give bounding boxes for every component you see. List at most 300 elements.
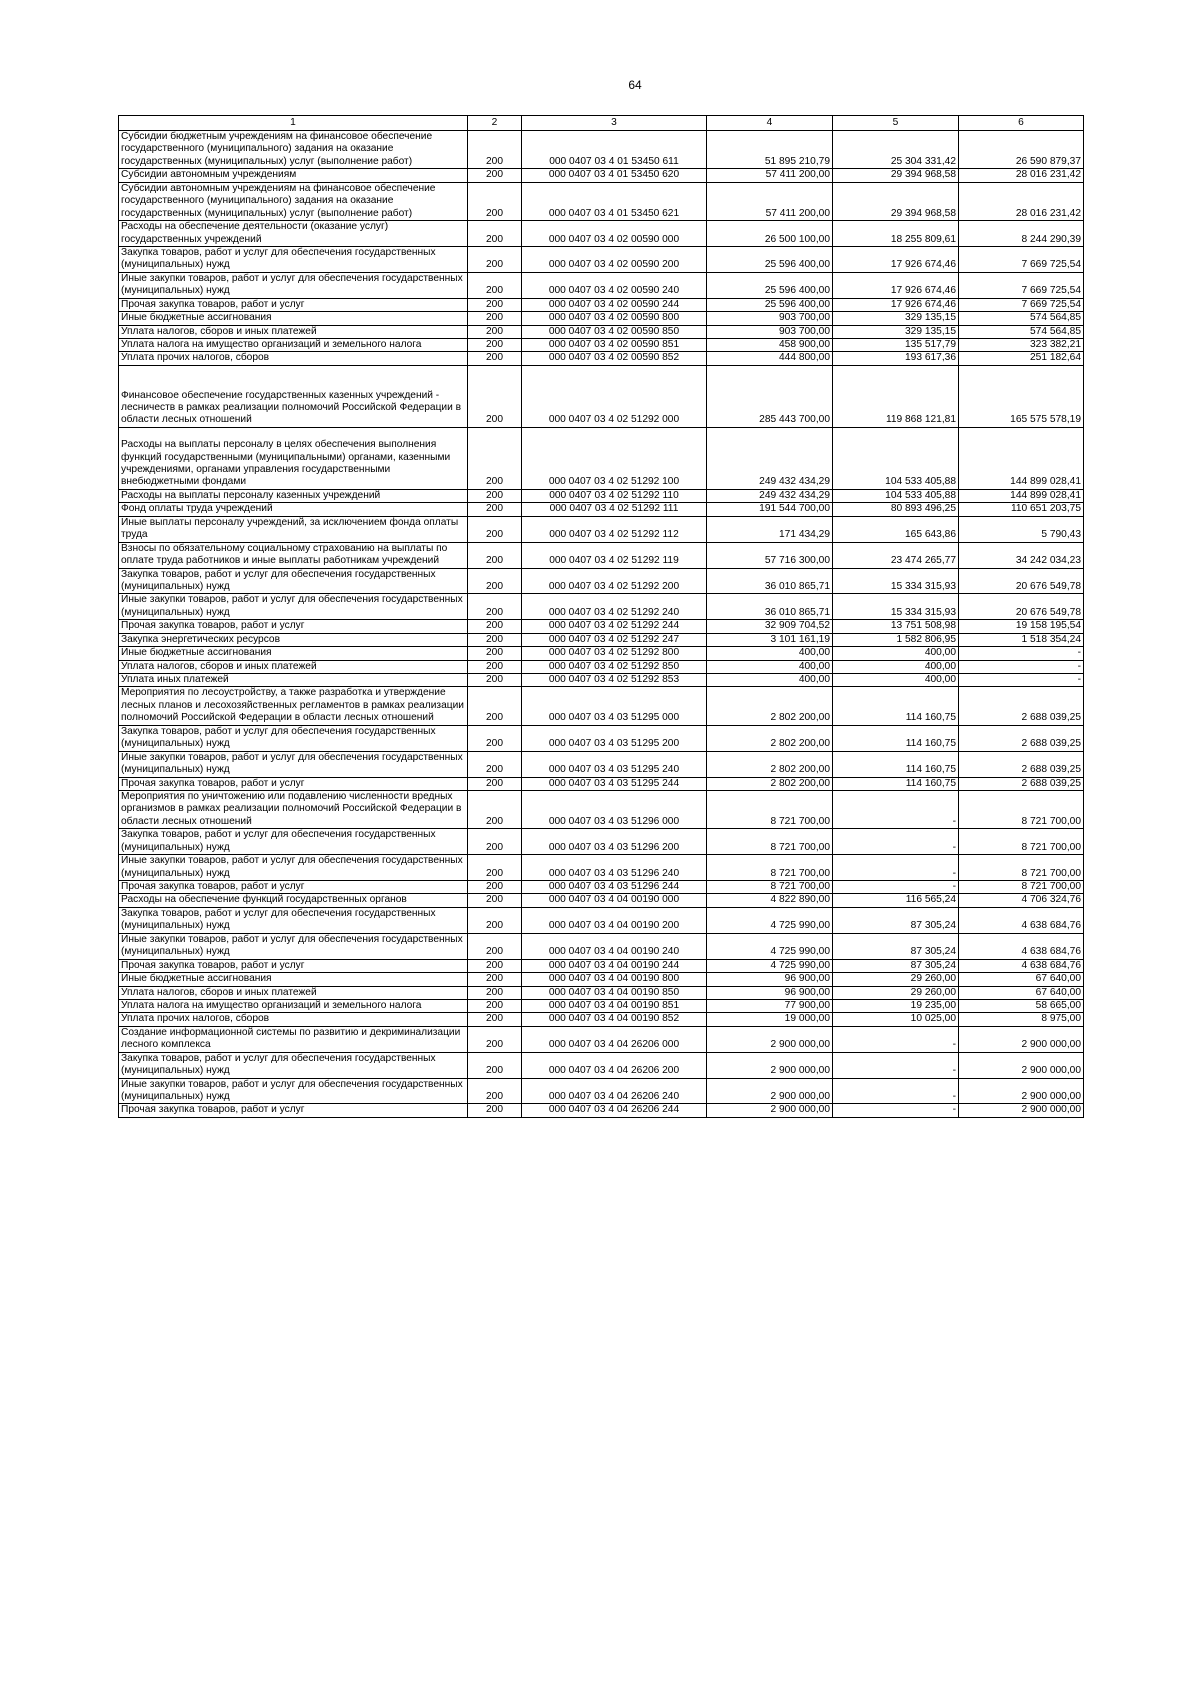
row-value-col5: 87 305,24 xyxy=(833,933,959,959)
row-value-col5: 114 160,75 xyxy=(833,777,959,790)
row-value-col5: 329 135,15 xyxy=(833,325,959,338)
row-line-code: 200 xyxy=(468,325,522,338)
row-name: Уплата прочих налогов, сборов xyxy=(119,1013,468,1026)
row-value-col5: 17 926 674,46 xyxy=(833,298,959,311)
row-budget-code: 000 0407 03 4 02 51292 100 xyxy=(522,427,707,489)
row-budget-code: 000 0407 03 4 03 51296 000 xyxy=(522,790,707,828)
row-value-col6: 28 016 231,42 xyxy=(959,182,1084,220)
row-line-code: 200 xyxy=(468,687,522,725)
table-row xyxy=(119,182,1084,220)
table-row xyxy=(119,131,1084,169)
row-budget-code: 000 0407 03 4 02 00590 200 xyxy=(522,246,707,272)
row-line-code: 200 xyxy=(468,272,522,298)
row-value-col6: 8 721 700,00 xyxy=(959,855,1084,881)
row-budget-code: 000 0407 03 4 03 51296 240 xyxy=(522,855,707,881)
row-name: Иные закупки товаров, работ и услуг для обеспечения государственных (муниципальных) нужд xyxy=(119,1078,468,1104)
row-value-col6: 8 721 700,00 xyxy=(959,790,1084,828)
row-name: Иные бюджетные ассигнования xyxy=(119,312,468,325)
row-name: Закупка товаров, работ и услуг для обеспечения государственных (муниципальных) нужд xyxy=(119,907,468,933)
row-line-code: 200 xyxy=(468,1078,522,1104)
table-row xyxy=(119,829,1084,855)
row-line-code: 200 xyxy=(468,999,522,1012)
table-row xyxy=(119,660,1084,673)
row-value-col4: 25 596 400,00 xyxy=(707,246,833,272)
row-value-col6: 2 688 039,25 xyxy=(959,777,1084,790)
row-value-col4: 25 596 400,00 xyxy=(707,272,833,298)
row-value-col4: 400,00 xyxy=(707,660,833,673)
row-name: Уплата иных платежей xyxy=(119,674,468,687)
row-budget-code: 000 0407 03 4 04 26206 000 xyxy=(522,1026,707,1052)
row-name: Прочая закупка товаров, работ и услуг xyxy=(119,881,468,894)
row-budget-code: 000 0407 03 4 03 51295 240 xyxy=(522,751,707,777)
row-value-col6: 144 899 028,41 xyxy=(959,489,1084,502)
row-value-col4: 2 900 000,00 xyxy=(707,1104,833,1117)
row-line-code: 200 xyxy=(468,221,522,247)
row-value-col5: 135 517,79 xyxy=(833,339,959,352)
row-value-col6: 58 665,00 xyxy=(959,999,1084,1012)
table-row xyxy=(119,620,1084,633)
table-row xyxy=(119,751,1084,777)
table-row xyxy=(119,790,1084,828)
row-budget-code: 000 0407 03 4 04 00190 244 xyxy=(522,959,707,972)
row-value-col6: 26 590 879,37 xyxy=(959,131,1084,169)
table-row xyxy=(119,959,1084,972)
row-value-col4: 77 900,00 xyxy=(707,999,833,1012)
row-value-col5: 17 926 674,46 xyxy=(833,246,959,272)
row-name: Расходы на обеспечение деятельности (оказание услуг) государственных учреждений xyxy=(119,221,468,247)
row-name: Уплата прочих налогов, сборов xyxy=(119,352,468,365)
row-budget-code: 000 0407 03 4 03 51295 000 xyxy=(522,687,707,725)
row-name: Иные бюджетные ассигнования xyxy=(119,647,468,660)
row-name: Уплата налогов, сборов и иных платежей xyxy=(119,986,468,999)
row-value-col5: 119 868 121,81 xyxy=(833,365,959,427)
row-value-col6: 67 640,00 xyxy=(959,973,1084,986)
row-name: Уплата налога на имущество организаций и земельного налога xyxy=(119,339,468,352)
row-line-code: 200 xyxy=(468,777,522,790)
row-name: Закупка товаров, работ и услуг для обеспечения государственных (муниципальных) нужд xyxy=(119,829,468,855)
row-line-code: 200 xyxy=(468,1052,522,1078)
table-row xyxy=(119,725,1084,751)
row-name: Взносы по обязательному социальному страхованию на выплаты по оплате труда работников и иные выплаты работникам учреждений xyxy=(119,542,468,568)
row-name: Мероприятия по уничтожению или подавлению численности вредных организмов в рамках реализации полномочий Российской Федерации в области лесных отношений xyxy=(119,790,468,828)
table-row xyxy=(119,687,1084,725)
row-line-code: 200 xyxy=(468,594,522,620)
row-value-col4: 19 000,00 xyxy=(707,1013,833,1026)
row-name: Уплата налогов, сборов и иных платежей xyxy=(119,660,468,673)
table-row xyxy=(119,542,1084,568)
row-name: Иные бюджетные ассигнования xyxy=(119,973,468,986)
row-value-col4: 57 411 200,00 xyxy=(707,169,833,182)
table-row xyxy=(119,1026,1084,1052)
row-value-col6: 2 688 039,25 xyxy=(959,725,1084,751)
row-value-col6: - xyxy=(959,660,1084,673)
row-name: Финансовое обеспечение государственных казенных учреждений - лесничеств в рамках реализации полномочий Российской Федерации в области лесных отношений xyxy=(119,365,468,427)
row-value-col6: 165 575 578,19 xyxy=(959,365,1084,427)
row-line-code: 200 xyxy=(468,790,522,828)
table-row xyxy=(119,999,1084,1012)
table-row xyxy=(119,881,1084,894)
row-name: Прочая закупка товаров, работ и услуг xyxy=(119,1104,468,1117)
table-row xyxy=(119,325,1084,338)
row-name: Создание информационной системы по развитию и декриминализации лесного комплекса xyxy=(119,1026,468,1052)
row-budget-code: 000 0407 03 4 02 51292 853 xyxy=(522,674,707,687)
row-name: Прочая закупка товаров, работ и услуг xyxy=(119,959,468,972)
row-value-col5: 17 926 674,46 xyxy=(833,272,959,298)
row-budget-code: 000 0407 03 4 02 51292 111 xyxy=(522,503,707,516)
row-line-code: 200 xyxy=(468,894,522,907)
row-name: Субсидии бюджетным учреждениям на финансовое обеспечение государственного (муниципального) задания на оказание государственных (муниципальных) услуг (выполнение работ) xyxy=(119,131,468,169)
row-value-col5: 400,00 xyxy=(833,660,959,673)
row-value-col6: 1 518 354,24 xyxy=(959,633,1084,646)
row-line-code: 200 xyxy=(468,907,522,933)
row-budget-code: 000 0407 03 4 02 51292 850 xyxy=(522,660,707,673)
row-name: Иные закупки товаров, работ и услуг для обеспечения государственных (муниципальных) нужд xyxy=(119,272,468,298)
table-row xyxy=(119,933,1084,959)
row-value-col4: 4 725 990,00 xyxy=(707,933,833,959)
row-value-col5: 19 235,00 xyxy=(833,999,959,1012)
row-value-col5: 165 643,86 xyxy=(833,516,959,542)
row-value-col6: 2 900 000,00 xyxy=(959,1104,1084,1117)
row-value-col6: 28 016 231,42 xyxy=(959,169,1084,182)
row-name: Расходы на обеспечение функций государственных органов xyxy=(119,894,468,907)
row-value-col6: 323 382,21 xyxy=(959,339,1084,352)
row-value-col5: - xyxy=(833,790,959,828)
row-value-col5: 1 582 806,95 xyxy=(833,633,959,646)
row-value-col5: - xyxy=(833,829,959,855)
row-budget-code: 000 0407 03 4 04 26206 200 xyxy=(522,1052,707,1078)
row-value-col5: 13 751 508,98 xyxy=(833,620,959,633)
row-value-col5: 87 305,24 xyxy=(833,907,959,933)
table-row xyxy=(119,855,1084,881)
row-line-code: 200 xyxy=(468,751,522,777)
row-value-col6: 2 900 000,00 xyxy=(959,1078,1084,1104)
row-value-col5: 87 305,24 xyxy=(833,959,959,972)
row-value-col4: 4 725 990,00 xyxy=(707,959,833,972)
row-value-col6: 8 244 290,39 xyxy=(959,221,1084,247)
row-budget-code: 000 0407 03 4 02 51292 112 xyxy=(522,516,707,542)
row-value-col5: 114 160,75 xyxy=(833,687,959,725)
row-name: Прочая закупка товаров, работ и услуг xyxy=(119,298,468,311)
row-value-col6: 5 790,43 xyxy=(959,516,1084,542)
row-budget-code: 000 0407 03 4 02 51292 110 xyxy=(522,489,707,502)
table-row xyxy=(119,973,1084,986)
table-row xyxy=(119,594,1084,620)
table-row xyxy=(119,221,1084,247)
row-budget-code: 000 0407 03 4 02 00590 850 xyxy=(522,325,707,338)
row-budget-code: 000 0407 03 4 03 51296 200 xyxy=(522,829,707,855)
column-header-5: 5 xyxy=(833,116,959,131)
row-value-col6: 251 182,64 xyxy=(959,352,1084,365)
row-line-code: 200 xyxy=(468,725,522,751)
row-name: Уплата налогов, сборов и иных платежей xyxy=(119,325,468,338)
row-name: Субсидии автономным учреждениям xyxy=(119,169,468,182)
row-value-col6: 2 688 039,25 xyxy=(959,751,1084,777)
row-value-col4: 171 434,29 xyxy=(707,516,833,542)
row-value-col5: - xyxy=(833,1104,959,1117)
row-value-col4: 36 010 865,71 xyxy=(707,594,833,620)
row-value-col4: 249 432 434,29 xyxy=(707,427,833,489)
row-value-col6: 19 158 195,54 xyxy=(959,620,1084,633)
row-value-col5: 400,00 xyxy=(833,674,959,687)
row-value-col5: - xyxy=(833,1026,959,1052)
row-value-col6: 4 638 684,76 xyxy=(959,907,1084,933)
row-value-col5: 29 394 968,58 xyxy=(833,182,959,220)
row-name: Иные выплаты персоналу учреждений, за исключением фонда оплаты труда xyxy=(119,516,468,542)
row-name: Уплата налога на имущество организаций и земельного налога xyxy=(119,999,468,1012)
row-line-code: 200 xyxy=(468,647,522,660)
column-header-3: 3 xyxy=(522,116,707,131)
row-value-col4: 57 716 300,00 xyxy=(707,542,833,568)
row-value-col6: 4 638 684,76 xyxy=(959,933,1084,959)
table-row xyxy=(119,633,1084,646)
row-value-col5: 23 474 265,77 xyxy=(833,542,959,568)
table-row xyxy=(119,503,1084,516)
row-line-code: 200 xyxy=(468,568,522,594)
row-budget-code: 000 0407 03 4 02 51292 000 xyxy=(522,365,707,427)
table-row xyxy=(119,1078,1084,1104)
row-line-code: 200 xyxy=(468,881,522,894)
row-value-col6: 8 721 700,00 xyxy=(959,829,1084,855)
row-name: Иные закупки товаров, работ и услуг для обеспечения государственных (муниципальных) нужд xyxy=(119,594,468,620)
row-line-code: 200 xyxy=(468,633,522,646)
table-row xyxy=(119,907,1084,933)
row-value-col5: 104 533 405,88 xyxy=(833,427,959,489)
row-value-col5: 15 334 315,93 xyxy=(833,568,959,594)
row-value-col6: 574 564,85 xyxy=(959,312,1084,325)
row-line-code: 200 xyxy=(468,427,522,489)
row-value-col6: 4 706 324,76 xyxy=(959,894,1084,907)
row-value-col6: 7 669 725,54 xyxy=(959,272,1084,298)
table-row xyxy=(119,352,1084,365)
column-header-1: 1 xyxy=(119,116,468,131)
row-value-col5: 18 255 809,61 xyxy=(833,221,959,247)
row-value-col4: 51 895 210,79 xyxy=(707,131,833,169)
row-line-code: 200 xyxy=(468,829,522,855)
row-line-code: 200 xyxy=(468,516,522,542)
row-budget-code: 000 0407 03 4 03 51295 200 xyxy=(522,725,707,751)
table-row xyxy=(119,1104,1084,1117)
row-value-col4: 96 900,00 xyxy=(707,986,833,999)
row-value-col5: - xyxy=(833,1052,959,1078)
row-name: Прочая закупка товаров, работ и услуг xyxy=(119,777,468,790)
row-line-code: 200 xyxy=(468,1026,522,1052)
row-value-col4: 285 443 700,00 xyxy=(707,365,833,427)
row-line-code: 200 xyxy=(468,169,522,182)
column-header-6: 6 xyxy=(959,116,1084,131)
row-name: Прочая закупка товаров, работ и услуг xyxy=(119,620,468,633)
row-line-code: 200 xyxy=(468,1104,522,1117)
row-line-code: 200 xyxy=(468,855,522,881)
row-value-col4: 2 900 000,00 xyxy=(707,1078,833,1104)
row-budget-code: 000 0407 03 4 02 00590 000 xyxy=(522,221,707,247)
row-value-col4: 400,00 xyxy=(707,674,833,687)
budget-execution-table xyxy=(118,115,1084,1118)
row-value-col4: 36 010 865,71 xyxy=(707,568,833,594)
row-name: Иные закупки товаров, работ и услуг для обеспечения государственных (муниципальных) нужд xyxy=(119,933,468,959)
row-budget-code: 000 0407 03 4 02 00590 852 xyxy=(522,352,707,365)
row-value-col6: 2 900 000,00 xyxy=(959,1026,1084,1052)
column-header-4: 4 xyxy=(707,116,833,131)
row-budget-code: 000 0407 03 4 02 51292 119 xyxy=(522,542,707,568)
row-value-col6: 2 900 000,00 xyxy=(959,1052,1084,1078)
table-row xyxy=(119,246,1084,272)
row-budget-code: 000 0407 03 4 02 51292 800 xyxy=(522,647,707,660)
row-value-col5: 104 533 405,88 xyxy=(833,489,959,502)
row-value-col5: 25 304 331,42 xyxy=(833,131,959,169)
row-line-code: 200 xyxy=(468,660,522,673)
row-value-col6: 8 721 700,00 xyxy=(959,881,1084,894)
row-line-code: 200 xyxy=(468,489,522,502)
table-row xyxy=(119,674,1084,687)
row-budget-code: 000 0407 03 4 02 51292 247 xyxy=(522,633,707,646)
table-row xyxy=(119,647,1084,660)
row-value-col6: 110 651 203,75 xyxy=(959,503,1084,516)
table-row xyxy=(119,272,1084,298)
row-name: Закупка энергетических ресурсов xyxy=(119,633,468,646)
table-row xyxy=(119,516,1084,542)
row-value-col4: 249 432 434,29 xyxy=(707,489,833,502)
row-budget-code: 000 0407 03 4 04 00190 850 xyxy=(522,986,707,999)
row-line-code: 200 xyxy=(468,246,522,272)
row-value-col4: 8 721 700,00 xyxy=(707,881,833,894)
table-row xyxy=(119,1013,1084,1026)
row-budget-code: 000 0407 03 4 01 53450 611 xyxy=(522,131,707,169)
row-name: Закупка товаров, работ и услуг для обеспечения государственных (муниципальных) нужд xyxy=(119,568,468,594)
row-value-col6: 20 676 549,78 xyxy=(959,568,1084,594)
row-value-col4: 96 900,00 xyxy=(707,973,833,986)
row-budget-code: 000 0407 03 4 02 51292 240 xyxy=(522,594,707,620)
row-value-col6: 34 242 034,23 xyxy=(959,542,1084,568)
row-value-col5: 329 135,15 xyxy=(833,312,959,325)
row-value-col5: 400,00 xyxy=(833,647,959,660)
row-name: Субсидии автономным учреждениям на финансовое обеспечение государственного (муниципального) задания на оказание государственных (муниципальных) услуг (выполнение работ) xyxy=(119,182,468,220)
row-value-col4: 400,00 xyxy=(707,647,833,660)
row-value-col5: 80 893 496,25 xyxy=(833,503,959,516)
row-budget-code: 000 0407 03 4 04 26206 240 xyxy=(522,1078,707,1104)
row-value-col4: 458 900,00 xyxy=(707,339,833,352)
row-budget-code: 000 0407 03 4 04 00190 240 xyxy=(522,933,707,959)
row-value-col5: - xyxy=(833,855,959,881)
column-header-2: 2 xyxy=(468,116,522,131)
row-value-col4: 903 700,00 xyxy=(707,312,833,325)
row-budget-code: 000 0407 03 4 02 00590 800 xyxy=(522,312,707,325)
row-line-code: 200 xyxy=(468,986,522,999)
row-line-code: 200 xyxy=(468,312,522,325)
table-row xyxy=(119,894,1084,907)
row-line-code: 200 xyxy=(468,959,522,972)
row-value-col4: 2 802 200,00 xyxy=(707,725,833,751)
row-budget-code: 000 0407 03 4 04 00190 851 xyxy=(522,999,707,1012)
row-budget-code: 000 0407 03 4 01 53450 620 xyxy=(522,169,707,182)
row-value-col4: 2 802 200,00 xyxy=(707,687,833,725)
row-value-col6: 574 564,85 xyxy=(959,325,1084,338)
table-row xyxy=(119,777,1084,790)
row-value-col4: 903 700,00 xyxy=(707,325,833,338)
row-value-col6: 144 899 028,41 xyxy=(959,427,1084,489)
row-line-code: 200 xyxy=(468,131,522,169)
row-value-col4: 32 909 704,52 xyxy=(707,620,833,633)
row-budget-code: 000 0407 03 4 04 26206 244 xyxy=(522,1104,707,1117)
row-budget-code: 000 0407 03 4 02 51292 200 xyxy=(522,568,707,594)
table-row xyxy=(119,1052,1084,1078)
row-value-col4: 2 900 000,00 xyxy=(707,1052,833,1078)
row-value-col5: 116 565,24 xyxy=(833,894,959,907)
row-value-col4: 2 802 200,00 xyxy=(707,777,833,790)
row-value-col4: 57 411 200,00 xyxy=(707,182,833,220)
row-name: Иные закупки товаров, работ и услуг для обеспечения государственных (муниципальных) нужд xyxy=(119,855,468,881)
row-value-col6: - xyxy=(959,647,1084,660)
row-line-code: 200 xyxy=(468,933,522,959)
row-value-col6: 7 669 725,54 xyxy=(959,298,1084,311)
table-row xyxy=(119,568,1084,594)
row-name: Расходы на выплаты персоналу в целях обеспечения выполнения функций государственными (муниципальными) органами, казенными учреждениями, органами управления государственными внебюджетными фондами xyxy=(119,427,468,489)
row-budget-code: 000 0407 03 4 04 00190 000 xyxy=(522,894,707,907)
row-value-col5: - xyxy=(833,881,959,894)
row-value-col6: 4 638 684,76 xyxy=(959,959,1084,972)
row-value-col4: 444 800,00 xyxy=(707,352,833,365)
table-header xyxy=(119,116,1084,131)
row-value-col5: 29 260,00 xyxy=(833,973,959,986)
row-value-col4: 3 101 161,19 xyxy=(707,633,833,646)
row-budget-code: 000 0407 03 4 04 00190 852 xyxy=(522,1013,707,1026)
row-name: Закупка товаров, работ и услуг для обеспечения государственных (муниципальных) нужд xyxy=(119,725,468,751)
row-line-code: 200 xyxy=(468,298,522,311)
row-name: Иные закупки товаров, работ и услуг для обеспечения государственных (муниципальных) нужд xyxy=(119,751,468,777)
row-budget-code: 000 0407 03 4 04 00190 200 xyxy=(522,907,707,933)
row-budget-code: 000 0407 03 4 02 00590 244 xyxy=(522,298,707,311)
row-value-col6: 67 640,00 xyxy=(959,986,1084,999)
page-number: 64 xyxy=(628,78,642,92)
table-row xyxy=(119,489,1084,502)
row-name: Закупка товаров, работ и услуг для обеспечения государственных (муниципальных) нужд xyxy=(119,1052,468,1078)
table-row xyxy=(119,986,1084,999)
row-value-col5: 193 617,36 xyxy=(833,352,959,365)
row-value-col5: 114 160,75 xyxy=(833,751,959,777)
table-row xyxy=(119,312,1084,325)
row-line-code: 200 xyxy=(468,542,522,568)
table-row xyxy=(119,169,1084,182)
row-value-col4: 2 900 000,00 xyxy=(707,1026,833,1052)
row-line-code: 200 xyxy=(468,339,522,352)
row-budget-code: 000 0407 03 4 02 00590 240 xyxy=(522,272,707,298)
row-line-code: 200 xyxy=(468,365,522,427)
row-value-col4: 4 725 990,00 xyxy=(707,907,833,933)
row-value-col4: 26 500 100,00 xyxy=(707,221,833,247)
row-value-col6: 7 669 725,54 xyxy=(959,246,1084,272)
row-value-col4: 8 721 700,00 xyxy=(707,790,833,828)
row-line-code: 200 xyxy=(468,352,522,365)
row-budget-code: 000 0407 03 4 03 51295 244 xyxy=(522,777,707,790)
row-budget-code: 000 0407 03 4 04 00190 800 xyxy=(522,973,707,986)
row-value-col6: - xyxy=(959,674,1084,687)
row-budget-code: 000 0407 03 4 02 00590 851 xyxy=(522,339,707,352)
table-body xyxy=(119,131,1084,1118)
row-value-col4: 8 721 700,00 xyxy=(707,829,833,855)
row-line-code: 200 xyxy=(468,503,522,516)
row-value-col6: 2 688 039,25 xyxy=(959,687,1084,725)
row-value-col4: 2 802 200,00 xyxy=(707,751,833,777)
row-value-col4: 4 822 890,00 xyxy=(707,894,833,907)
row-value-col5: 114 160,75 xyxy=(833,725,959,751)
row-line-code: 200 xyxy=(468,973,522,986)
table-row xyxy=(119,339,1084,352)
row-value-col4: 8 721 700,00 xyxy=(707,855,833,881)
row-value-col5: 29 260,00 xyxy=(833,986,959,999)
row-value-col5: 10 025,00 xyxy=(833,1013,959,1026)
row-line-code: 200 xyxy=(468,620,522,633)
row-budget-code: 000 0407 03 4 01 53450 621 xyxy=(522,182,707,220)
row-value-col6: 20 676 549,78 xyxy=(959,594,1084,620)
